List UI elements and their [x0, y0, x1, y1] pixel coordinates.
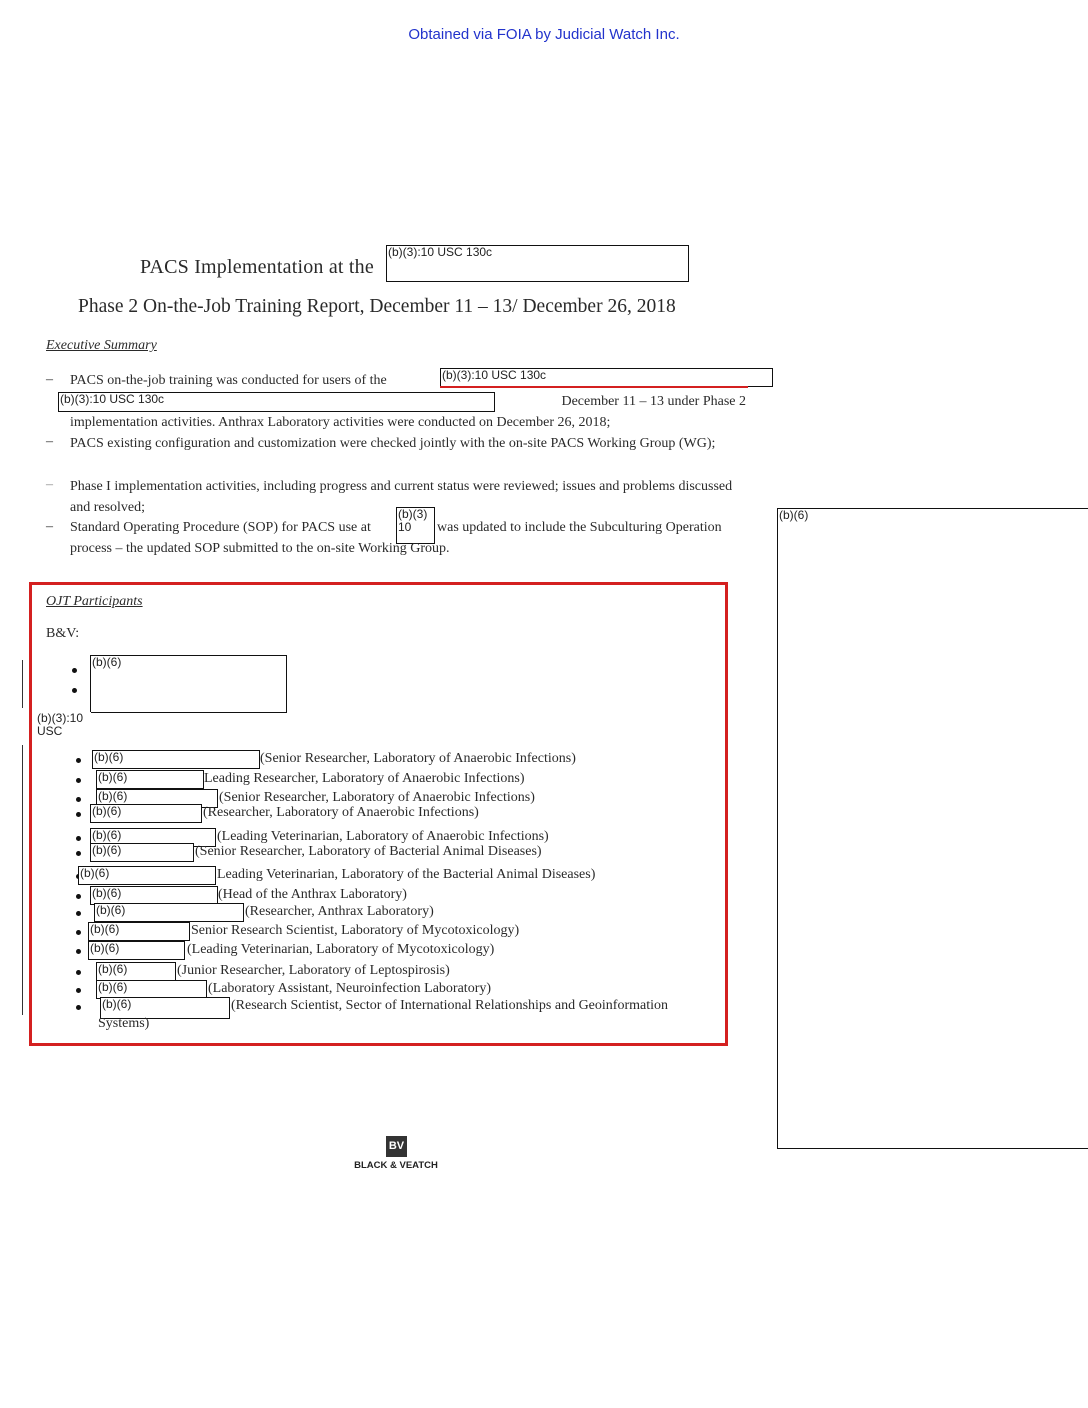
bullet-1-mid: December 11 – 13 under Phase 2	[561, 394, 746, 409]
bullet-4-start: Standard Operating Procedure (SOP) for PACS use at	[70, 520, 371, 535]
title-line-2: Phase 2 On-the-Job Training Report, December 11 – 13/ December 26, 2018	[78, 296, 676, 317]
redaction-box-participant: (b)(6)	[100, 997, 230, 1019]
redaction-box-participant: (b)(6)	[90, 804, 202, 823]
participant-role: (Senior Researcher, Laboratory of Anaerobic Infections)	[260, 751, 576, 766]
redaction-label-institute	[36, 712, 91, 742]
redaction-box-title: (b)(3):10 USC 130c	[386, 245, 689, 282]
bullet-dot	[76, 911, 81, 916]
dash-marker: –	[46, 477, 53, 492]
redaction-label: 10	[398, 520, 412, 534]
redaction-box-side: (b)(6)	[777, 508, 1088, 1149]
black-veatch-logo-icon: BV	[386, 1136, 407, 1157]
bullet-2: PACS existing configuration and customization were checked jointly with the on-site PACS Working Group (WG);	[70, 436, 716, 451]
participant-role: (Junior Researcher, Laboratory of Leptospirosis)	[177, 963, 450, 978]
margin-mark	[22, 660, 23, 708]
bullet-dot	[76, 894, 81, 899]
bullet-dot	[76, 851, 81, 856]
bullet-1-start: PACS on-the-job training was conducted for users of the	[70, 373, 387, 388]
redaction-box-participant: (b)(6)	[90, 828, 216, 847]
bullet-dot	[76, 930, 81, 935]
redaction-label: USC	[37, 724, 63, 738]
redaction-box-participant: (b)(6)	[96, 980, 207, 999]
participant-role: (Head of the Anthrax Laboratory)	[218, 887, 407, 902]
redaction-box-participant: (b)(6)	[78, 866, 216, 885]
red-underline	[440, 386, 748, 388]
participant-role: (Senior Researcher, Laboratory of Bacterial Animal Diseases)	[195, 844, 542, 859]
participant-role: (Leading Veterinarian, Laboratory of Anaerobic Infections)	[217, 829, 549, 844]
participant-role: Leading Veterinarian, Laboratory of the Bacterial Animal Diseases)	[217, 867, 596, 882]
bullet-dot	[76, 836, 81, 841]
dash-marker: –	[46, 519, 53, 534]
redaction-box-org-1: (b)(3):10 USC 130c	[440, 368, 773, 387]
redaction-box-participant: (b)(6)	[90, 886, 218, 905]
bv-label: B&V:	[46, 626, 80, 641]
redaction-box-org-2: (b)(3):10 USC 130c	[58, 392, 495, 412]
bullet-dot	[76, 988, 81, 993]
margin-mark	[22, 745, 23, 1015]
participant-role: (Researcher, Anthrax Laboratory)	[245, 904, 434, 919]
ojt-heading: OJT Participants	[46, 594, 143, 609]
participant-role: Senior Research Scientist, Laboratory of Mycotoxicology)	[191, 923, 520, 938]
title-line-1: PACS Implementation at the	[140, 256, 374, 278]
bullet-dot	[76, 778, 81, 783]
bullet-3: Phase I implementation activities, including progress and current status were reviewed; issues and problems discussed and resolved;	[70, 479, 733, 515]
bullet-dot	[72, 688, 77, 693]
participant-role: (Senior Researcher, Laboratory of Anaerobic Infections)	[219, 790, 535, 805]
redaction-box-participant: (b)(6)	[96, 789, 218, 808]
bullet-1-end: implementation activities. Anthrax Laboratory activities were conducted on December 26, 2018;	[70, 415, 611, 430]
bullet-dot	[76, 1005, 81, 1010]
bullet-dot	[76, 758, 81, 763]
redaction-box-participant: (b)(6)	[96, 962, 176, 981]
participant-role: (Laboratory Assistant, Neuroinfection Laboratory)	[208, 981, 492, 996]
bullet-dot	[76, 797, 81, 802]
bullet-dot	[76, 812, 81, 817]
redaction-box-bv-names: (b)(6)	[90, 655, 287, 713]
executive-summary-heading: Executive Summary	[46, 338, 157, 353]
bullet-4-end: was updated to include the Subculturing Operation	[437, 520, 722, 535]
redaction-label: (b)(3)	[398, 507, 428, 521]
participant-role: Leading Researcher, Laboratory of Anaerobic Infections)	[204, 771, 525, 786]
participant-role-continued: Systems)	[98, 1016, 150, 1031]
redaction-box-participant: (b)(6)	[90, 843, 194, 862]
black-veatch-logo-text: BLACK & VEATCH	[354, 1160, 438, 1171]
dash-marker: –	[46, 372, 53, 387]
bullet-4-line2: process – the updated SOP submitted to the on-site Working Group.	[70, 541, 450, 556]
redaction-box-participant: (b)(6)	[88, 922, 190, 941]
redaction-box-participant: (b)(6)	[88, 941, 185, 960]
redaction-label: (b)(3):10	[37, 712, 84, 725]
bullet-dot	[76, 970, 81, 975]
dash-marker: –	[46, 434, 53, 449]
participant-role: (Research Scientist, Sector of International Relationships and Geoinformation	[231, 998, 668, 1013]
bullet-dot	[76, 949, 81, 954]
redaction-box-participant: (b)(6)	[92, 750, 260, 769]
participant-role: (Researcher, Laboratory of Anaerobic Infections)	[203, 805, 479, 820]
redaction-box-participant: (b)(6)	[96, 770, 204, 789]
bullet-dot	[72, 668, 77, 673]
participant-role: (Leading Veterinarian, Laboratory of Mycotoxicology)	[187, 942, 495, 957]
foia-watermark: Obtained via FOIA by Judicial Watch Inc.	[408, 26, 680, 43]
redaction-box-participant: (b)(6)	[94, 903, 244, 922]
